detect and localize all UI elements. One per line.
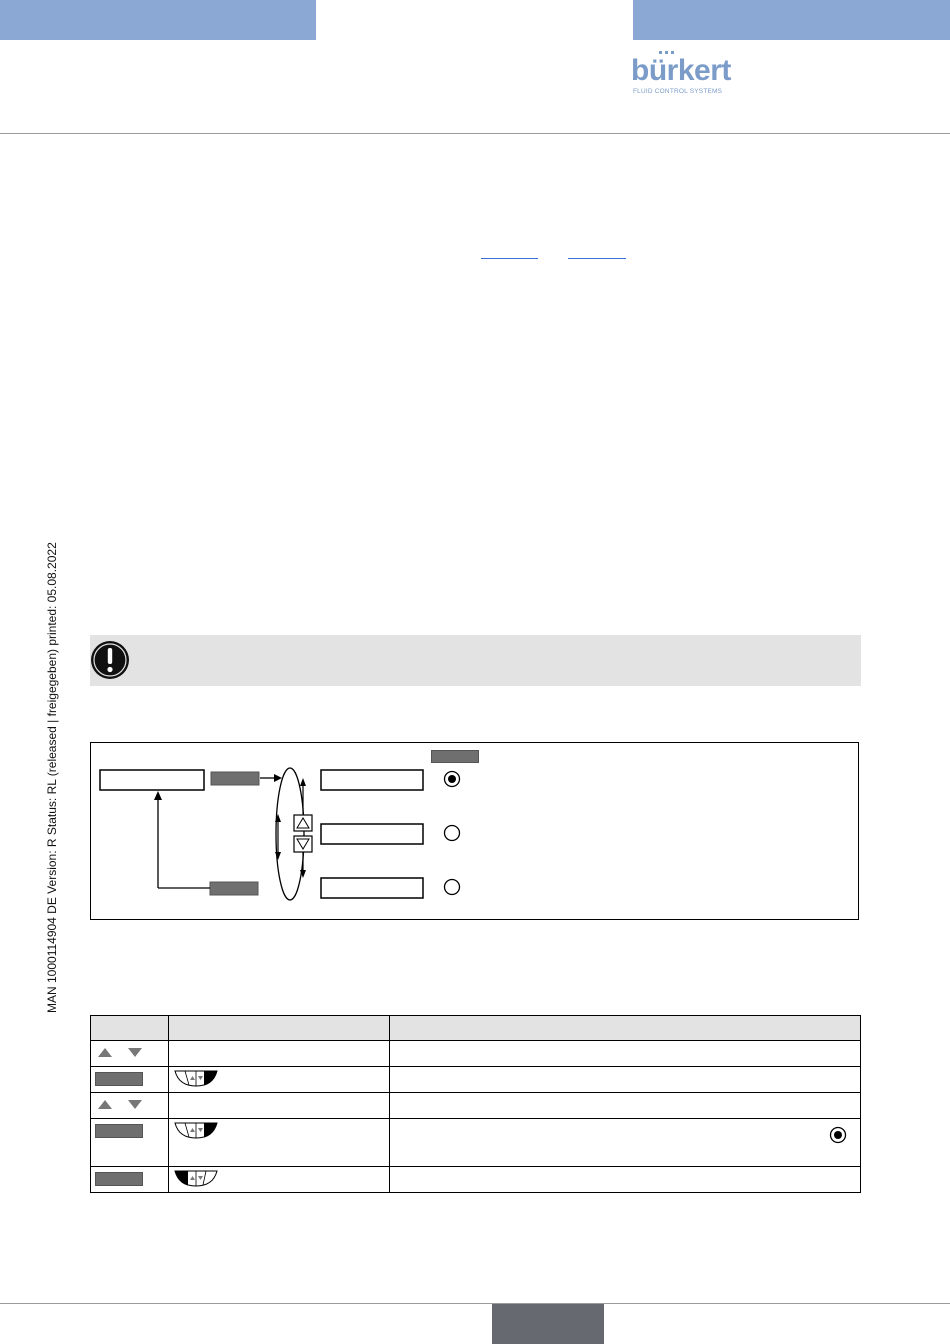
escape-key-chip [210, 882, 258, 895]
header-divider [0, 133, 950, 134]
cross-reference-link[interactable] [568, 258, 626, 259]
escape-key-chip [95, 1172, 143, 1186]
up-down-arrows-icon [95, 1093, 145, 1115]
table-row [91, 1067, 861, 1093]
table-header-row [91, 1016, 861, 1041]
up-down-arrows-icon [95, 1041, 145, 1063]
hint-cell [169, 1119, 390, 1167]
warning-exclamation-icon [90, 640, 130, 680]
page-number-tab [492, 1304, 604, 1344]
key-cell [91, 1041, 169, 1067]
diagram-graphics [90, 742, 859, 920]
radio-selected-icon [445, 772, 460, 787]
key-function-table [90, 1015, 861, 1193]
radio-unselected-icon [445, 826, 460, 841]
left-key-icon [173, 1167, 221, 1189]
enter-key-chip [211, 772, 259, 785]
key-cell [91, 1067, 169, 1093]
right-key-icon [173, 1119, 221, 1141]
radio-selected-icon [828, 1125, 848, 1145]
option-box [321, 878, 423, 898]
key-cell [91, 1119, 169, 1167]
hint-cell [169, 1167, 390, 1193]
up-key-icon [294, 815, 312, 831]
enter-key-chip [95, 1124, 143, 1138]
table-row [91, 1041, 861, 1067]
key-cell [91, 1167, 169, 1193]
selection-loop [276, 768, 304, 900]
document-info-sidebar: MAN 1000114904 DE Version: R Status: RL (released | freigegeben) printed: 05.08.2022 [45, 542, 59, 1013]
header-bar-right [633, 0, 950, 40]
option-box [321, 824, 423, 844]
brand-wordmark: bürkert [631, 54, 731, 87]
key-cell [91, 1093, 169, 1119]
enter-key-chip [95, 1072, 143, 1086]
description-cell [390, 1093, 861, 1119]
footer-divider [0, 1303, 950, 1304]
table-row [91, 1167, 861, 1193]
cross-reference-link[interactable] [481, 258, 538, 259]
brand-tagline: FLUID CONTROL SYSTEMS [633, 88, 723, 95]
header-bar-left [0, 0, 316, 40]
table-row [91, 1119, 861, 1167]
table-header-cell [169, 1016, 390, 1041]
hint-cell [169, 1067, 390, 1093]
option-box [321, 770, 423, 790]
description-cell [390, 1041, 861, 1067]
down-key-icon [294, 836, 312, 852]
right-key-icon [173, 1067, 221, 1089]
menu-source-box [100, 770, 204, 790]
table-header-cell [91, 1016, 169, 1041]
description-cell [390, 1167, 861, 1193]
description-cell [390, 1067, 861, 1093]
table-row [91, 1093, 861, 1119]
radio-unselected-icon [445, 880, 460, 895]
table-header-cell [390, 1016, 861, 1041]
hint-cell [169, 1093, 390, 1119]
description-cell [390, 1119, 861, 1167]
hint-cell [169, 1041, 390, 1067]
note-box [90, 635, 861, 686]
